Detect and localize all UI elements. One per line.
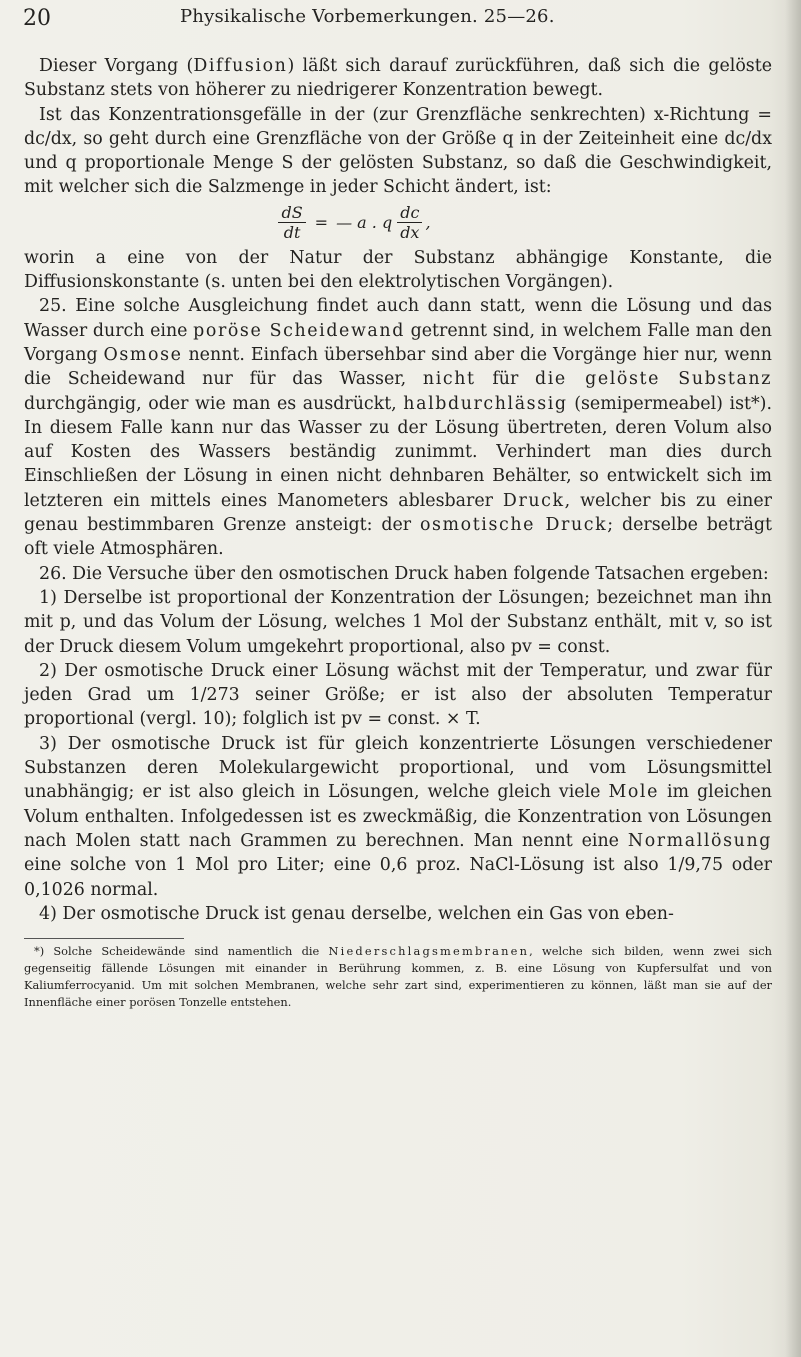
text-run: , welcher bis zu einer genau bestimmbaren Grenze ansteigt: der (24, 490, 772, 536)
paragraph-25-osmosis (24, 294, 772, 561)
text-run: ) läßt sich darauf zurückführen, daß sich die gelöste Substanz stets von höherer zu niedrigerer Konzentration bewegt. (24, 56, 772, 101)
text-run: ; derselbe beträgt oft viele Atmosphären. (24, 515, 772, 560)
formula-coefficient: — a . q (336, 212, 393, 232)
fraction-dc-dx (397, 203, 422, 242)
text-run: *) Solche Scheidewände sind namentlich die (34, 944, 329, 959)
term-porous-wall: poröse Scheidewand (193, 320, 405, 341)
diffusion-formula (24, 201, 772, 245)
paragraph-26-intro: 26. Die Versuche über den osmotischen Druck haben folgende Tatsachen ergeben: (39, 563, 769, 584)
running-head: Physikalische Vorbemerkungen. 25—26. (180, 6, 555, 27)
term-pressure: Druck (502, 490, 565, 511)
formula-numerator: dS (278, 203, 305, 223)
text-run: 3) Der osmotische Druck ist für gleich konzentrierte Lösungen verschiedener Substanzen deren Molekulargewicht proportional, und vom Lösungsmittel unabhängig; er ist also gleich in Lösungen, welche gleich viele (24, 733, 772, 803)
footnote (24, 943, 772, 1011)
text-run: für (475, 369, 536, 390)
text-run: durchgängig, oder wie man es ausdrückt, (24, 393, 404, 414)
formula-denominator: dx (400, 223, 420, 243)
formula-comma: , (425, 212, 431, 232)
page-number: 20 (23, 6, 51, 31)
text-run: 25. Eine solche Ausgleichung findet auch dann statt, wenn die Lösung und das Wasser durch eine (24, 296, 772, 341)
formula-equals: = (314, 212, 329, 232)
footnote-divider (24, 938, 184, 939)
list-item-3 (24, 732, 772, 902)
term-diffusion: Diffusion (193, 56, 288, 76)
fraction-ds-dt (278, 203, 305, 242)
list-item-4: 4) Der osmotische Druck ist genau derselbe, welchen ein Gas von eben- (39, 903, 674, 924)
list-item-2: 2) Der osmotische Druck einer Lösung wächst mit der Temperatur, und zwar für jeden Grad um 1/273 seiner Größe; er ist also der absoluten Temperatur proportional (vergl. 10); folglich ist pv = const. × T. (24, 660, 772, 730)
paragraph-gradient: Ist das Konzentrationsgefälle in der (zur Grenzfläche senkrechten) x-Richtung = dc/dx, so geht durch eine Grenzfläche von der Größe q in der Zeiteinheit eine dc/dx und q proportionale Menge S der gelösten Substanz, so daß die Geschwindigkeit, mit welcher sich die Salzmenge in jeder Schicht ändert, ist: (24, 104, 772, 198)
term-dissolved-substance: die gelöste Substanz (535, 369, 772, 390)
body-text (24, 54, 772, 1011)
formula-denominator: dt (283, 223, 301, 243)
page-header (0, 0, 801, 46)
text-run: im gleichen Volum enthalten. Infolgedessen ist es zweckmäßig, die Konzentration von Lösungen nach Molen statt nach Grammen zu berechnen. Man nennt eine (24, 782, 773, 851)
page-edge-shadow (785, 0, 801, 1357)
text-run: Dieser Vorgang ( (39, 56, 194, 76)
term-osmosis: Osmose (103, 344, 183, 365)
text-run: nennt. Einfach übersehbar sind aber die Vorgänge hier nur, wenn die Scheidewand nur für das Wasser, (24, 344, 772, 390)
text-run: , welche sich bilden, wenn zwei sich gegenseitig fällende Lösungen mit einander in Berührung kommen, z. B. eine Lösung von Kupfersulfat und von Kaliumferrocyanid. Um mit solchen Membranen, welche sehr zart sind, experimentieren zu können, läßt man sie auf der Innenfläche einer porösen Tonzelle entstehen. (24, 944, 772, 1010)
text-run: getrennt sind, in welchem Falle man den Vorgang (24, 320, 772, 365)
list-item-1: 1) Derselbe ist proportional der Konzentration der Lösungen; bezeichnet man ihn mit p, und das Volum der Lösung, welches 1 Mol der Substanz enthält, mit v, so ist der Druck diesem Volum umgekehrt proportional, also pv = const. (24, 587, 772, 657)
term-semipermeable: halbdurchlässig (403, 393, 568, 414)
paragraph-constant: worin a eine von der Natur der Substanz abhängige Konstante, die Diffusionskonstante (s. unten bei den elektrolytischen Vorgängen). (24, 247, 772, 293)
term-precipitation-membranes: Niederschlagsmembranen (328, 944, 530, 959)
formula-numerator: dc (397, 203, 422, 223)
text-run: (semipermeabel) ist*). In diesem Falle kann nur das Wasser zu der Lösung übertreten, deren Volum also auf Kosten des Wassers beständig zunimmt. Verhindert man dies durch Einschließen der Lösung in einen nicht dehnbaren Behälter, so entwickelt sich im letzteren ein mittels eines Manometers ablesbarer (24, 393, 772, 511)
paragraph-diffusion (24, 54, 772, 103)
term-osmotic-pressure: osmotische Druck (419, 515, 608, 536)
term-normal-solution: Normallösung (627, 830, 772, 851)
text-run: eine solche von 1 Mol pro Liter; eine 0,6 proz. NaCl-Lösung ist also 1/9,75 oder 0,1026 normal. (24, 855, 772, 900)
term-mole: Mole (608, 782, 659, 803)
term-not: nicht (422, 369, 476, 390)
